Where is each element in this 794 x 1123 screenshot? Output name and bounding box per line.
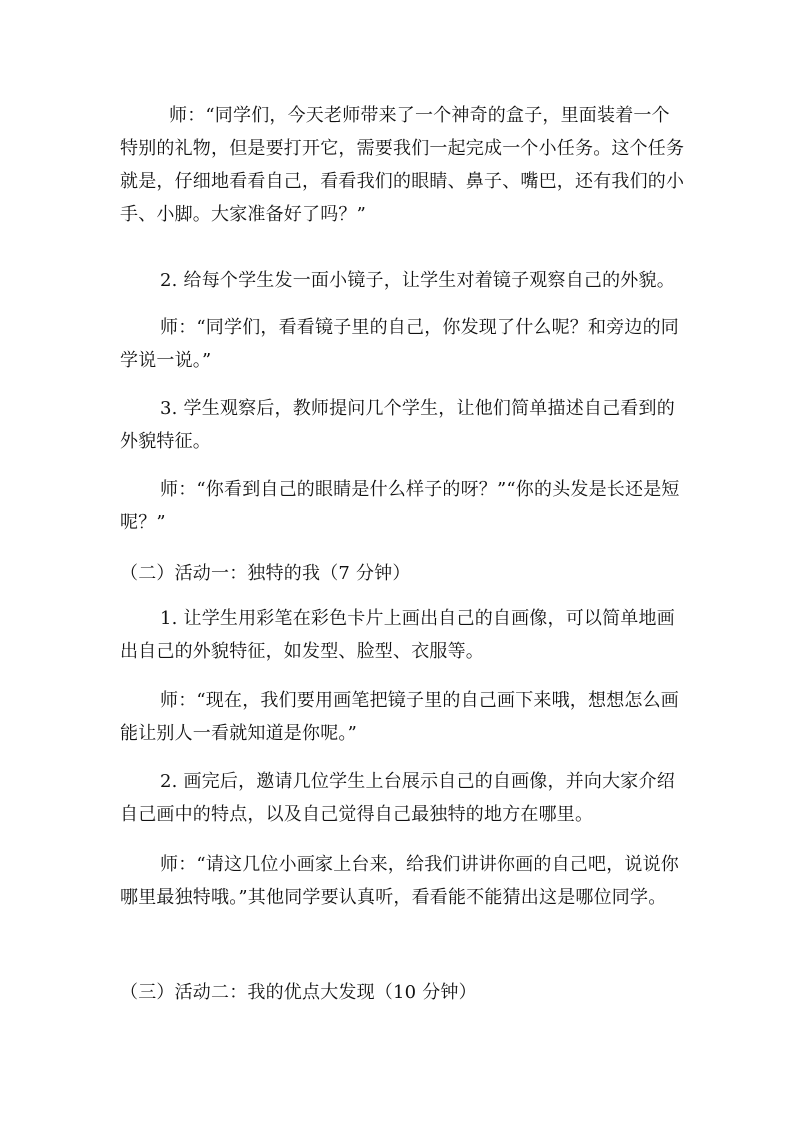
teacher-question-paragraph: 师：“你看到自己的眼睛是什么样子的呀？”“你的头发是长还是短呢？” [120, 479, 680, 533]
activity-one-step-2-paragraph: 2. 画完后，邀请几位学生上台展示自己的自画像，并向大家介绍自己画中的特点，以及自己觉得自己最独特的地方在哪里。 [120, 771, 675, 825]
section-heading-activity-two: （三）活动二：我的优点大发现（10 分钟） [120, 982, 477, 1003]
teacher-intro-paragraph: 师：“同学们，今天老师带来了一个神奇的盒子，里面装着一个特别的礼物，但是要打开它，需要我们一起完成一个小任务。这个任务就是，仔细地看看自己，看看我们的眼睛、鼻子、嘴巴，还有我们的小手、小脚。大家准备好了吗？” [120, 105, 685, 225]
teacher-invite-paragraph: 师：“请这几位小画家上台来，给我们讲讲你画的自己吧，说说你哪里最独特哦。”其他同学要认真听，看看能不能猜出这是哪位同学。 [120, 854, 679, 908]
step-2-paragraph: 2. 给每个学生发一面小镜子，让学生对着镜子观察自己的外貌。 [160, 270, 675, 291]
teacher-drawing-paragraph: 师：“现在，我们要用画笔把镜子里的自己画下来哦，想想怎么画能让别人一看就知道是你呢。” [120, 690, 679, 744]
activity-one-step-1-paragraph: 1. 让学生用彩笔在彩色卡片上画出自己的自画像，可以简单地画出自己的外貌特征，如发型、脸型、衣服等。 [120, 608, 675, 662]
step-3-paragraph: 3. 学生观察后，教师提问几个学生，让他们简单描述自己看到的外貌特征。 [120, 398, 675, 452]
teacher-mirror-paragraph: 师：“同学们，看看镜子里的自己，你发现了什么呢？和旁边的同学说一说。” [120, 317, 679, 371]
section-heading-activity-one: （二）活动一：独特的我（7 分钟） [120, 563, 411, 584]
